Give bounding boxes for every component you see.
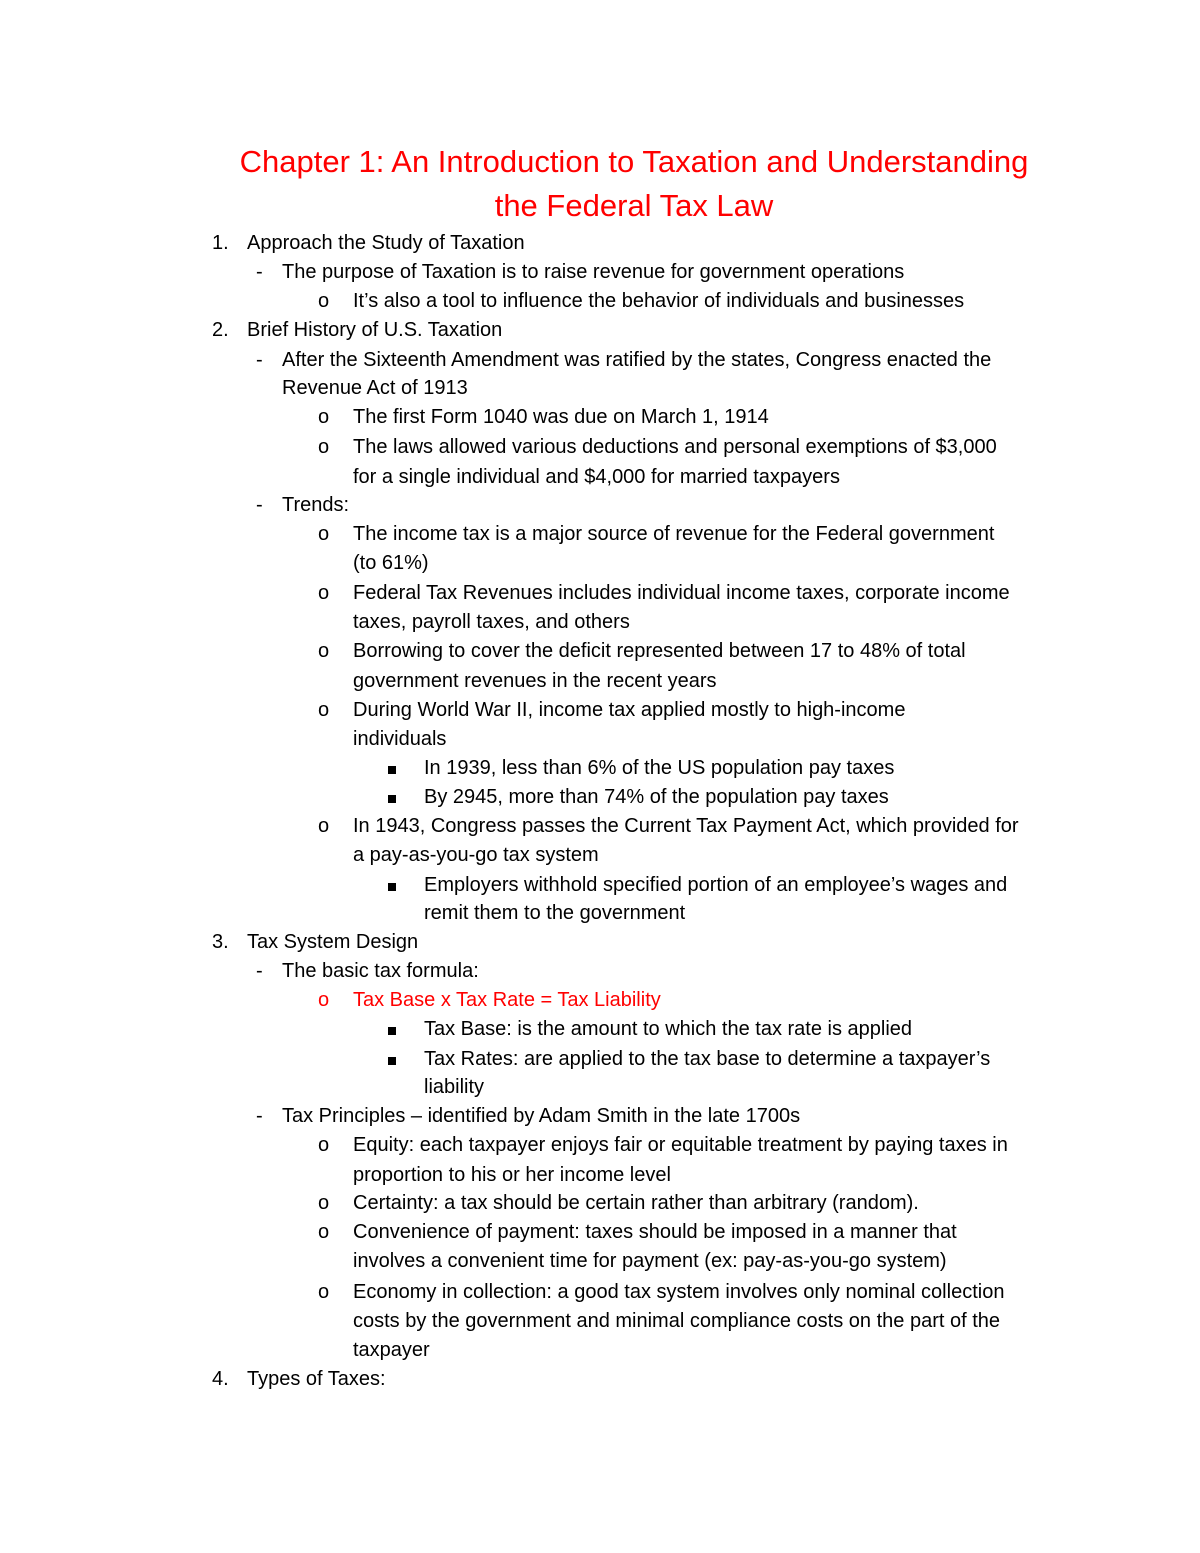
circle-bullet-icon: o [318, 436, 330, 458]
circle-bullet-icon: o [318, 1134, 330, 1156]
title-line-1: Chapter 1: An Introduction to Taxation and Understanding [239, 144, 1029, 179]
list-item: In 1943, Congress passes the Current Tax Payment Act, which provided for [353, 815, 1019, 837]
tax-formula: Tax Base x Tax Rate = Tax Liability [353, 989, 661, 1011]
circle-bullet-icon: o [318, 582, 330, 604]
list-item: Borrowing to cover the deficit represented between 17 to 48% of total [353, 640, 966, 662]
title-line-2: the Federal Tax Law [494, 188, 774, 223]
list-item-continuation: costs by the government and minimal compliance costs on the part of the [353, 1310, 1001, 1332]
section-heading-1: Approach the Study of Taxation [247, 232, 525, 254]
square-bullet-icon [388, 783, 396, 811]
list-item: Certainty: a tax should be certain rather than arbitrary (random). [353, 1192, 919, 1214]
list-item: The income tax is a major source of revenue for the Federal government [353, 523, 995, 545]
section-heading-3: Tax System Design [247, 931, 419, 953]
page-title [120, 140, 1148, 228]
list-item: Employers withhold specified portion of an employee’s wages and [424, 874, 1008, 896]
dash-marker: - [256, 261, 263, 283]
list-item: After the Sixteenth Amendment was ratified by the states, Congress enacted the [282, 349, 992, 371]
number-marker: 2. [212, 319, 229, 341]
circle-bullet-icon: o [318, 815, 330, 837]
circle-bullet-icon: o [318, 523, 330, 545]
circle-bullet-icon: o [318, 1281, 330, 1303]
list-item-continuation: remit them to the government [424, 902, 686, 924]
list-item: During World War II, income tax applied mostly to high-income [353, 699, 906, 721]
list-item: Convenience of payment: taxes should be imposed in a manner that [353, 1221, 957, 1243]
list-item: Equity: each taxpayer enjoys fair or equitable treatment by paying taxes in [353, 1134, 1008, 1156]
list-item: Tax Principles – identified by Adam Smith in the late 1700s [282, 1105, 801, 1127]
number-marker: 1. [212, 232, 229, 254]
list-item: In 1939, less than 6% of the US population pay taxes [424, 757, 895, 779]
square-bullet-icon [388, 871, 396, 899]
list-item-continuation: taxes, payroll taxes, and others [353, 611, 630, 633]
dash-marker: - [256, 494, 263, 516]
square-bullet-icon [388, 1015, 396, 1043]
circle-bullet-icon: o [318, 1221, 330, 1243]
dash-marker: - [256, 349, 263, 371]
circle-bullet-icon: o [318, 640, 330, 662]
number-marker: 3. [212, 931, 229, 953]
square-bullet-icon [388, 754, 396, 782]
list-item: Economy in collection: a good tax system involves only nominal collection [353, 1281, 1005, 1303]
list-item-continuation: individuals [353, 728, 447, 750]
list-item: Tax Base: is the amount to which the tax rate is applied [424, 1018, 913, 1040]
list-item: Tax Rates: are applied to the tax base to determine a taxpayer’s [424, 1048, 991, 1070]
dash-marker: - [256, 960, 263, 982]
circle-bullet-icon: o [318, 406, 330, 428]
list-item: The basic tax formula: [282, 960, 479, 982]
list-item: It’s also a tool to influence the behavior of individuals and businesses [353, 290, 965, 312]
list-item-continuation: involves a convenient time for payment (ex: pay-as-you-go system) [353, 1250, 947, 1272]
dash-marker: - [256, 1105, 263, 1127]
list-item-continuation: proportion to his or her income level [353, 1164, 671, 1186]
list-item: Trends: [282, 494, 350, 516]
list-item-continuation: Revenue Act of 1913 [282, 377, 468, 399]
section-heading-2: Brief History of U.S. Taxation [247, 319, 503, 341]
circle-bullet-icon: o [318, 699, 330, 721]
list-item: The first Form 1040 was due on March 1, 1914 [353, 406, 769, 428]
list-item-continuation: liability [424, 1076, 485, 1098]
list-item-continuation: (to 61%) [353, 552, 429, 574]
circle-bullet-icon: o [318, 290, 330, 312]
list-item-continuation: a pay-as-you-go tax system [353, 844, 599, 866]
list-item: The purpose of Taxation is to raise revenue for government operations [282, 261, 905, 283]
list-item-continuation: taxpayer [353, 1339, 430, 1361]
list-item: The laws allowed various deductions and personal exemptions of $3,000 [353, 436, 997, 458]
number-marker: 4. [212, 1368, 229, 1390]
circle-bullet-icon: o [318, 989, 330, 1011]
square-bullet-icon [388, 1045, 396, 1073]
list-item-continuation: government revenues in the recent years [353, 670, 717, 692]
list-item: Federal Tax Revenues includes individual income taxes, corporate income [353, 582, 1010, 604]
list-item: By 2945, more than 74% of the population pay taxes [424, 786, 889, 808]
circle-bullet-icon: o [318, 1192, 330, 1214]
list-item-continuation: for a single individual and $4,000 for married taxpayers [353, 466, 840, 488]
section-heading-4: Types of Taxes: [247, 1368, 386, 1390]
